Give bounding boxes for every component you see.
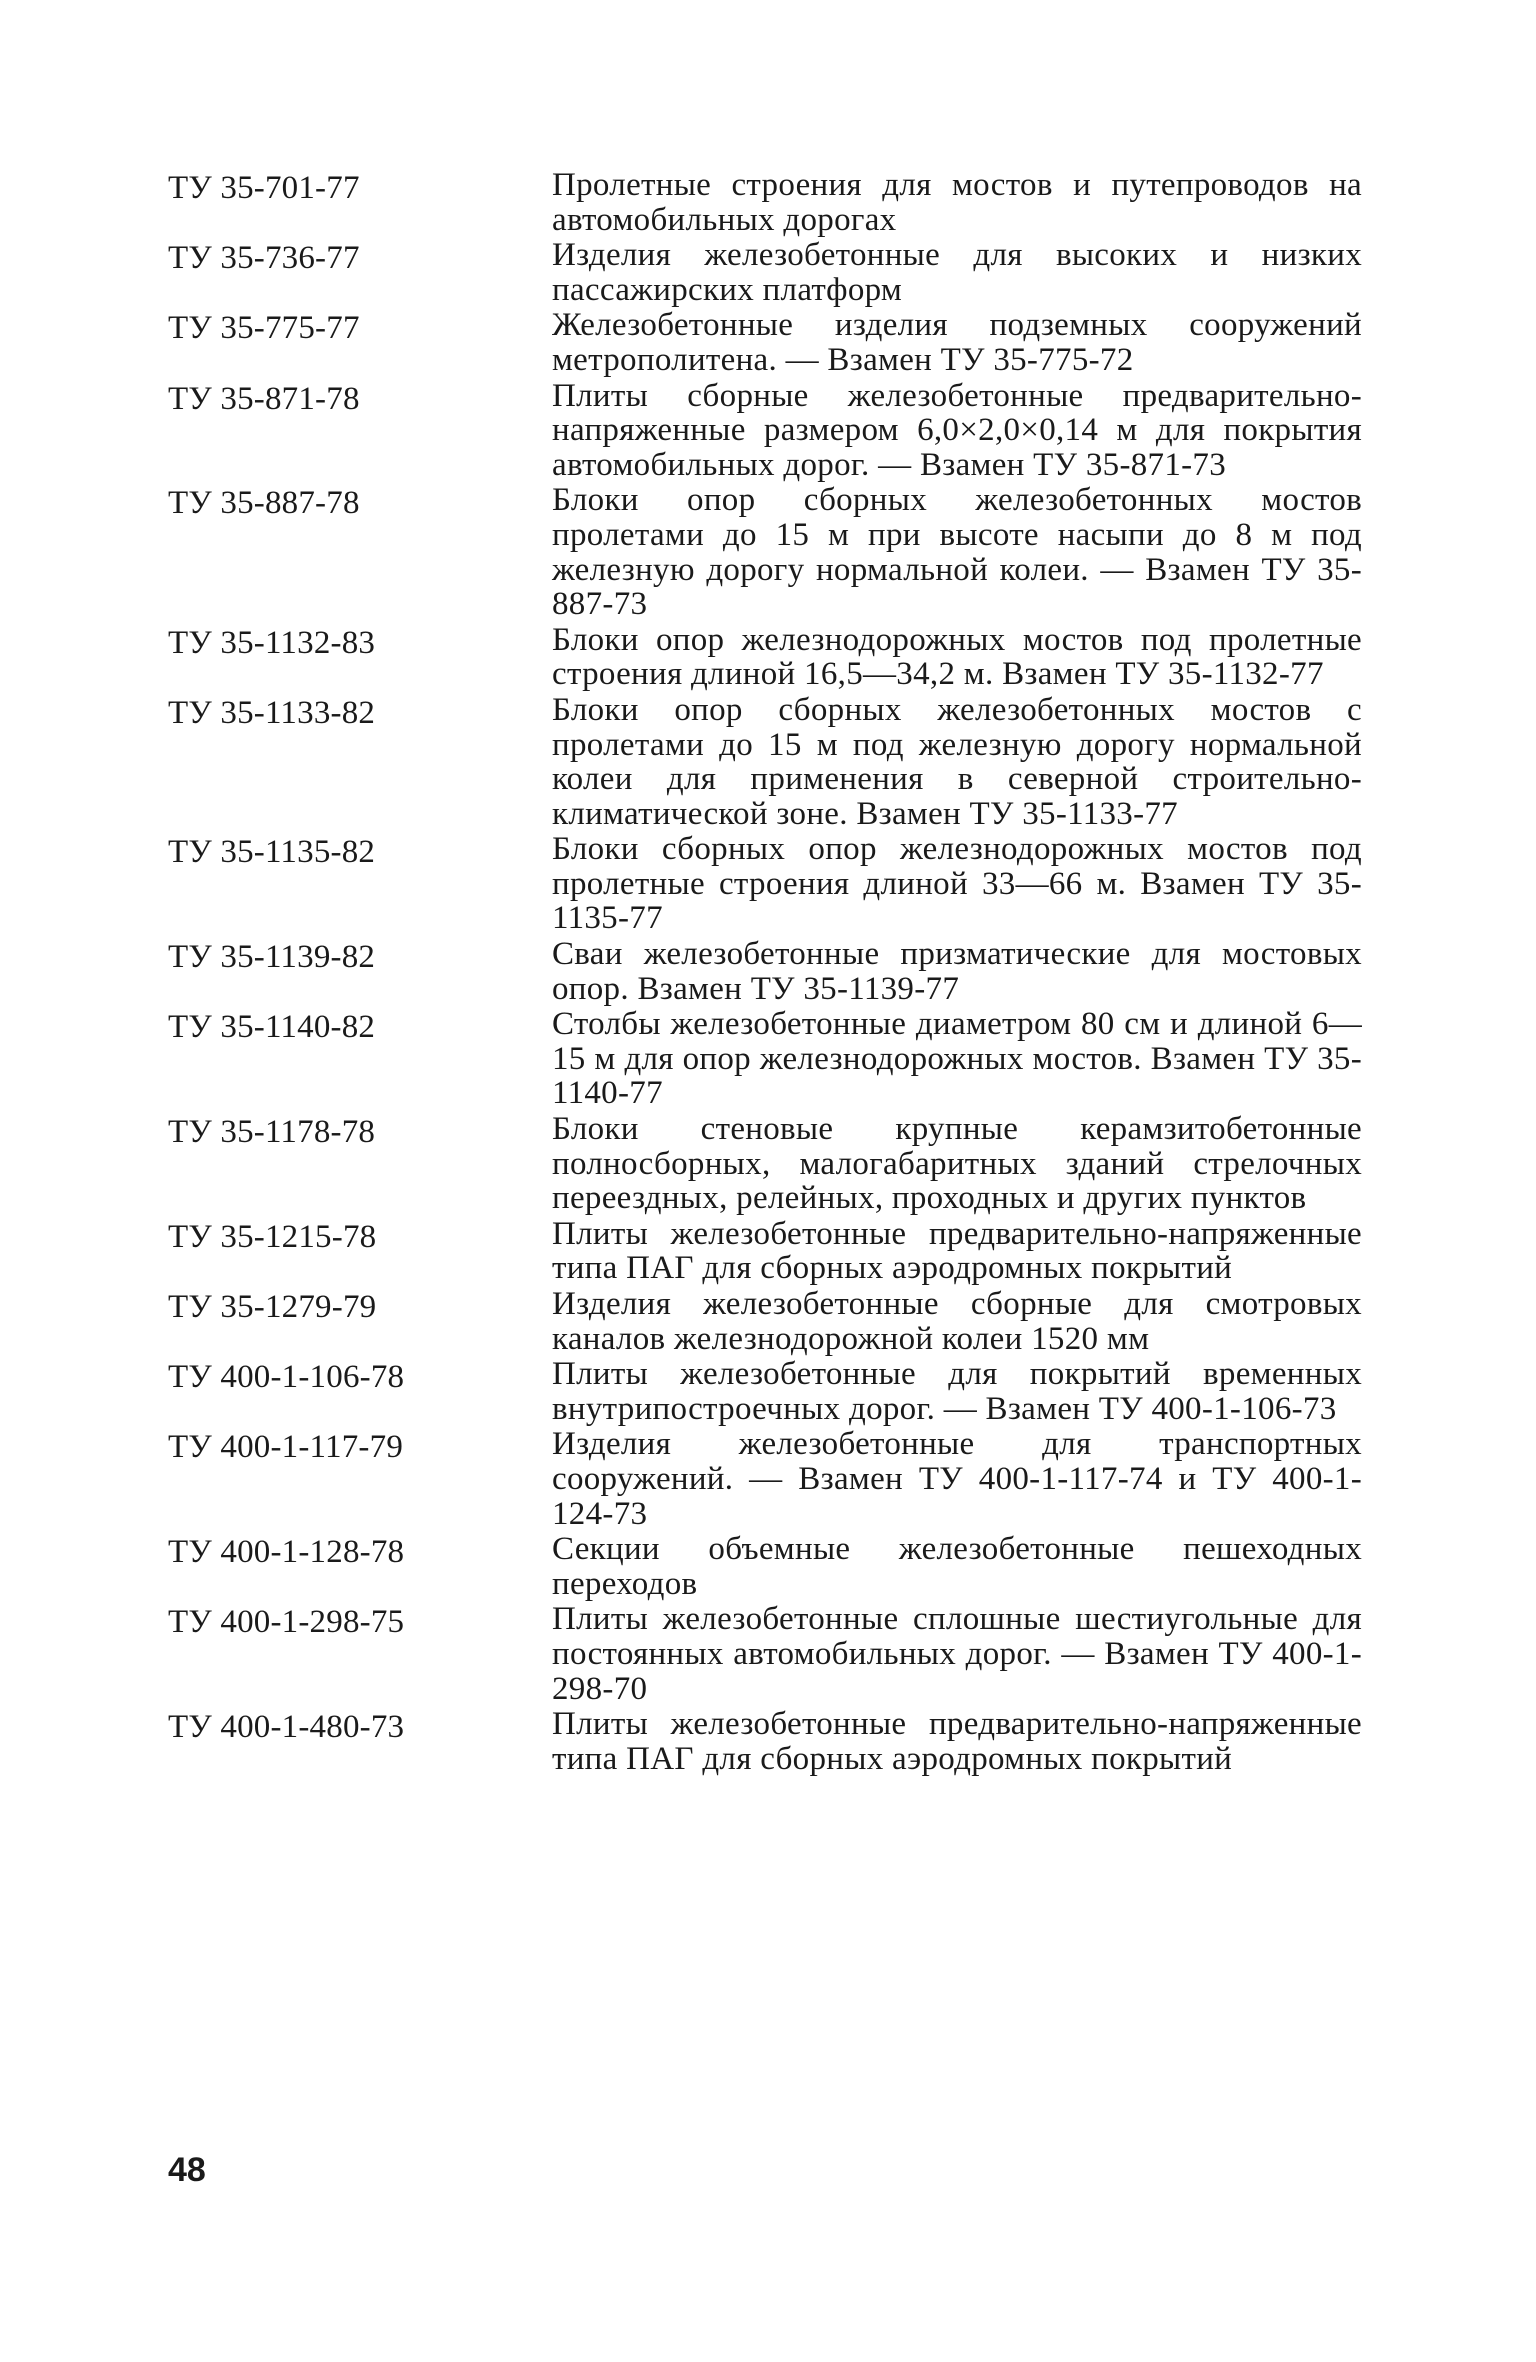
list-item (168, 308, 1368, 377)
list-item (168, 1602, 1368, 1706)
list-item (168, 1707, 1368, 1776)
standard-description: Плиты железобетонные для покрытий временных внутрипостроечных дорог. — Взамен ТУ 400-1-106-73 (552, 1356, 1362, 1427)
standard-code: ТУ 35-1178-78 (168, 1114, 376, 1151)
standard-description: Блоки опор железнодорожных мостов под пролетные строения длиной 16,5—34,2 м. Взамен ТУ 35-1132-77 (552, 621, 1362, 693)
page-number: 48 (168, 2151, 206, 2189)
standard-description: Сваи железобетонные призматические для мостовых опор. Взамен ТУ 35-1139-77 (552, 936, 1362, 1007)
list-item (168, 379, 1368, 483)
standard-code: ТУ 35-1215-78 (168, 1218, 377, 1255)
list-item (168, 1007, 1368, 1111)
list-item (168, 1427, 1368, 1531)
standard-description: Блоки сборных опор железнодорожных мостов под пролетные строения длиной 33—66 м. Взамен ТУ 35-1135-77 (552, 831, 1362, 937)
list-item (168, 168, 1368, 237)
standard-description: Плиты железобетонные предварительно-напряженные типа ПАГ для сборных аэродромных покрытий (552, 1706, 1362, 1777)
standard-description: Изделия железобетонные для транспортных сооружений. — Взамен ТУ 400-1-117-74 и ТУ 400-1-124-73 (552, 1426, 1362, 1532)
standard-code: ТУ 35-1140-82 (168, 1009, 376, 1046)
standard-description: Секции объемные железобетонные пешеходных переходов (552, 1531, 1362, 1602)
standard-code: ТУ 400-1-480-73 (168, 1709, 405, 1746)
standard-code: ТУ 400-1-117-79 (168, 1429, 404, 1466)
standards-list (168, 168, 1368, 1777)
list-item (168, 937, 1368, 1006)
standard-description: Блоки стеновые крупные керамзитобетонные полносборных, малогабаритных зданий стрелочных переездных, релейных, проходных и других пунктов (552, 1111, 1362, 1217)
standard-code: ТУ 35-887-78 (168, 485, 360, 522)
list-item (168, 1112, 1368, 1216)
standard-description: Плиты железобетонные предварительно-напряженные типа ПАГ для сборных аэродромных покрытий (552, 1215, 1362, 1287)
list-item (168, 1532, 1368, 1601)
list-item (168, 1287, 1368, 1356)
standard-code: ТУ 400-1-298-75 (168, 1604, 405, 1641)
standard-code: ТУ 35-1279-79 (168, 1289, 377, 1325)
standard-code: ТУ 400-1-128-78 (168, 1534, 405, 1571)
list-item (168, 693, 1368, 831)
list-item (168, 483, 1368, 621)
standard-code: ТУ 35-1135-82 (168, 834, 376, 871)
standard-code: ТУ 35-736-77 (168, 240, 360, 277)
list-item (168, 623, 1368, 692)
list-item (168, 1217, 1368, 1286)
standard-description: Изделия железобетонные для высоких и низких пассажирских платформ (552, 237, 1362, 308)
standard-code: ТУ 35-701-77 (168, 170, 360, 206)
standard-description: Железобетонные изделия подземных сооружений метрополитена. — Взамен ТУ 35-775-72 (552, 307, 1362, 378)
standard-code: ТУ 400-1-106-78 (168, 1359, 405, 1396)
standard-code: ТУ 35-1132-83 (168, 624, 376, 661)
list-item (168, 238, 1368, 307)
standard-description: Изделия железобетонные сборные для смотровых каналов железнодорожной колеи 1520 мм (552, 1286, 1362, 1357)
standard-code: ТУ 35-871-78 (168, 380, 360, 417)
list-item (168, 1357, 1368, 1426)
standard-description: Блоки опор сборных железобетонных мостов пролетами до 15 м при высоте насыпи до 8 м под железную дорогу нормальной колеи. — Взамен ТУ 35-887-73 (552, 482, 1362, 623)
standard-description: Плиты сборные железобетонные предварительно-напряженные размером 6,0×2,0×0,14 м для покрытия автомобильных дорог. — Взамен ТУ 35-871-73 (552, 377, 1362, 483)
standard-description: Пролетные строения для мостов и путепроводов на автомобильных дорогах (552, 167, 1362, 238)
list-item (168, 832, 1368, 936)
standard-description: Плиты железобетонные сплошные шестиугольные для постоянных автомобильных дорог. — Взамен ТУ 400-1-298-70 (552, 1601, 1362, 1707)
standard-description: Блоки опор сборных железобетонных мостов с пролетами до 15 м под железную дорогу нормальной колеи для применения в северной строительно-климатической зоне. Взамен ТУ 35-1133-77 (552, 691, 1362, 832)
standard-code: ТУ 35-1133-82 (168, 694, 376, 731)
standard-code: ТУ 35-775-77 (168, 310, 360, 347)
standard-code: ТУ 35-1139-82 (168, 939, 376, 976)
standard-description: Столбы железобетонные диаметром 80 см и длиной 6—15 м для опор железнодорожных мостов. Взамен ТУ 35-1140-77 (552, 1006, 1362, 1112)
